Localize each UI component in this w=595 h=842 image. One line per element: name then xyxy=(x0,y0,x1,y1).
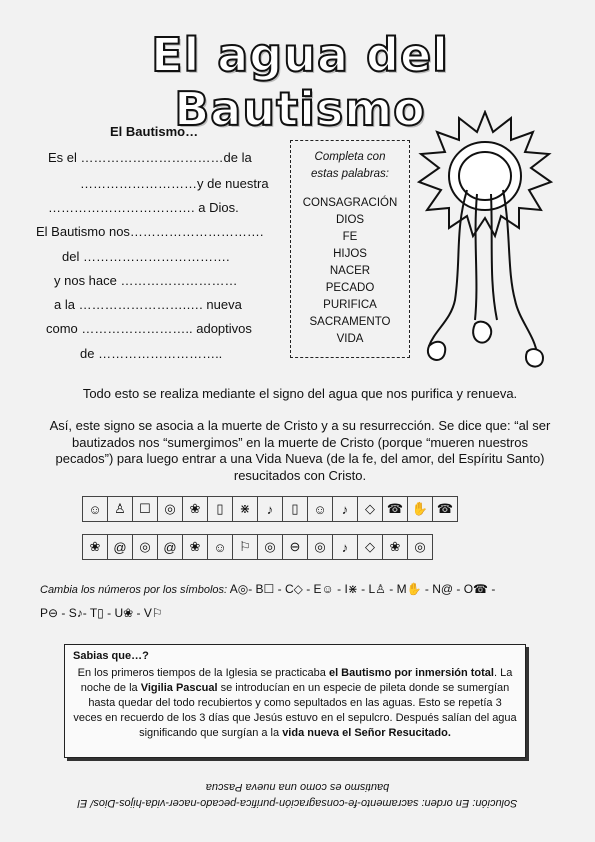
legend-line-2: P⊖ - S♪- T▯ - U❀ - V⚐ xyxy=(40,606,163,620)
body-bold-1: el Bautismo por inmersión total xyxy=(328,667,494,679)
code-cell-1-11: ♪ xyxy=(333,497,358,522)
water-drop-1 xyxy=(428,342,445,360)
code-cell-2-7: ⚐ xyxy=(233,535,258,560)
water-drop-3 xyxy=(526,349,543,366)
code-cell-1-10: ☺ xyxy=(308,497,333,522)
fill-line-9: de ……………………….. xyxy=(80,346,223,361)
code-cell-2-9: ⊖ xyxy=(283,535,308,560)
did-you-know-box xyxy=(64,644,526,758)
section-subtitle: El Bautismo… xyxy=(110,124,199,139)
code-cell-1-6: ▯ xyxy=(208,497,233,522)
code-row-2 xyxy=(82,534,433,560)
code-cell-1-4: ◎ xyxy=(158,497,183,522)
code-cell-2-12: ◇ xyxy=(358,535,383,560)
code-cell-2-3: ◎ xyxy=(133,535,158,560)
word-bank-header-2: estas palabras: xyxy=(311,168,389,180)
code-cell-2-13: ❀ xyxy=(383,535,408,560)
word-pecado: PECADO xyxy=(325,282,375,294)
paragraph-cristo: Así, este signo se asocia a la muerte de Cristo y a su resurrección. Se dice que: “al ser bautizados nos “sumergimos” en la muerte de Cristo (porque “mueren nuestros pecados”) para luego entrar a una Vida Nueva (de la fe, del amor, del Espíritu Santo) resucitados con Cristo. xyxy=(49,418,551,483)
fill-line-1: Es el ……………………………de la xyxy=(48,150,252,165)
water-shell-illustration xyxy=(415,110,555,380)
code-cell-1-13: ☎ xyxy=(383,497,408,522)
word-bank xyxy=(290,140,410,358)
code-cell-2-11: ♪ xyxy=(333,535,358,560)
code-cell-2-2: @ xyxy=(108,535,133,560)
body-bold-3: vida nueva el Señor Resucitado. xyxy=(282,727,451,739)
code-cell-2-1: ❀ xyxy=(83,535,108,560)
body-bold-2: Vigilia Pascual xyxy=(140,682,218,694)
fill-line-8: como …………………….. adoptivos xyxy=(46,321,252,336)
word-nacer: NACER xyxy=(329,265,371,277)
code-cell-1-5: ❀ xyxy=(183,497,208,522)
did-you-know-body xyxy=(73,666,517,741)
body-text-2: . La noche de la xyxy=(80,667,513,694)
page-title: El agua del Bautismo xyxy=(151,28,449,136)
did-you-know-heading: Sabias que…? xyxy=(73,650,149,662)
fill-line-7: a la …………………….…. nueva xyxy=(54,297,242,312)
fill-line-4: El Bautismo nos…………………………. xyxy=(36,224,264,239)
legend-line-1: A◎- B☐ - C◇ - E☺ - I⋇ - L♙ - M✋ - N@ - O☎ - xyxy=(229,582,496,596)
fill-line-3: ……………………………. a Dios. xyxy=(48,200,239,215)
symbol-legend xyxy=(40,578,560,625)
word-consagracion: CONSAGRACIÓN xyxy=(302,197,398,209)
fill-line-5: del ……………………………. xyxy=(62,249,230,264)
solution-line-2: bautismo es como una nueva Pascua xyxy=(205,781,390,793)
legend-lead: Cambia los números por los símbolos: xyxy=(40,584,228,596)
code-cell-2-8: ◎ xyxy=(258,535,283,560)
body-text-1: En los primeros tiempos de la Iglesia se practicaba xyxy=(77,667,329,679)
code-cell-1-1: ☺ xyxy=(83,497,108,522)
code-cell-1-9: ▯ xyxy=(283,497,308,522)
solution-line-1: Solución: En orden: sacramento-fe-consagración-purifica-pecado-nacer-vida-hijos-Dios/ El xyxy=(77,797,518,809)
code-cell-1-14: ✋ xyxy=(408,497,433,522)
code-cell-1-15: ☎ xyxy=(433,497,458,522)
code-cell-1-12: ◇ xyxy=(358,497,383,522)
code-cell-1-8: ♪ xyxy=(258,497,283,522)
code-row-1 xyxy=(82,496,458,522)
word-fe: FE xyxy=(342,231,358,243)
fill-line-2: ………………………y de nuestra xyxy=(80,176,269,191)
word-purifica: PURIFICA xyxy=(323,299,377,311)
code-cell-1-2: ♙ xyxy=(108,497,133,522)
code-cell-2-5: ❀ xyxy=(183,535,208,560)
code-cell-2-14: ◎ xyxy=(408,535,433,560)
word-sacramento: SACRAMENTO xyxy=(309,316,391,328)
code-cell-1-3: ☐ xyxy=(133,497,158,522)
water-drop-2 xyxy=(473,322,491,343)
code-cell-2-10: ◎ xyxy=(308,535,333,560)
body-text-3: se introducían en un especie de pileta donde se sumergían hasta quedar del todo recubiertos y como sepultados en las aguas. Esto se repetía 3 veces en recuerdo de los 3 días que Jesús estuvo en el sepulcro. Después salían del agua significando que surgían a la xyxy=(73,682,517,739)
sentence-purifica: Todo esto se realiza mediante el signo del agua que nos purifica y renueva. xyxy=(82,386,518,401)
word-vida: VIDA xyxy=(336,333,364,345)
code-cell-1-7: ⋇ xyxy=(233,497,258,522)
upside-down-solution xyxy=(40,779,555,811)
code-cell-2-6: ☺ xyxy=(208,535,233,560)
word-hijos: HIJOS xyxy=(333,248,367,260)
code-cell-2-4: @ xyxy=(158,535,183,560)
fill-line-6: y nos hace ……………………… xyxy=(54,273,238,288)
word-bank-header-1: Completa con xyxy=(314,151,386,163)
word-dios: DIOS xyxy=(335,214,365,226)
